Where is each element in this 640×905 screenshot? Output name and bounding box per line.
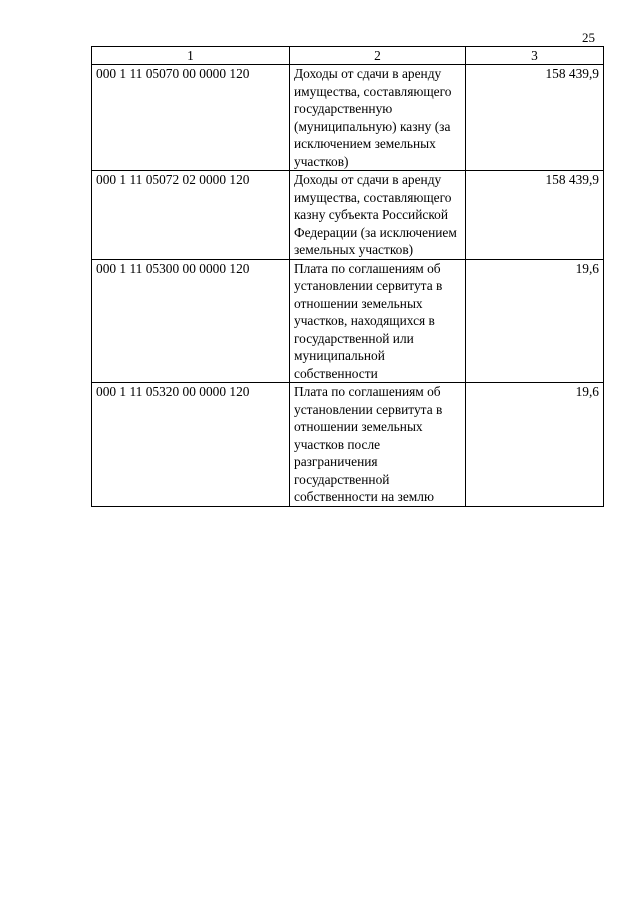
revenue-name: Плата по соглашениям об установлении сервитута в отношении земельных участков после разграничения государственной собственности на землю	[290, 383, 466, 507]
table-row	[92, 171, 604, 260]
classification-code: 000 1 11 05072 02 0000 120	[92, 171, 290, 260]
amount: 158 439,9	[466, 65, 604, 171]
revenue-name: Доходы от сдачи в аренду имущества, составляющего казну субъекта Российской Федерации (за исключением земельных участков)	[290, 171, 466, 260]
amount: 19,6	[466, 383, 604, 507]
revenue-name: Доходы от сдачи в аренду имущества, составляющего государственную (муниципальную) казну (за исключением земельных участков)	[290, 65, 466, 171]
table-row	[92, 259, 604, 383]
column-header-1: 1	[92, 47, 290, 65]
table-row	[92, 383, 604, 507]
page-number: 25	[582, 30, 595, 45]
classification-code: 000 1 11 05300 00 0000 120	[92, 259, 290, 383]
column-header-3: 3	[466, 47, 604, 65]
column-header-2: 2	[290, 47, 466, 65]
table-row	[92, 65, 604, 171]
revenue-name: Плата по соглашениям об установлении сервитута в отношении земельных участков, находящихся в государственной или муниципальной собственности	[290, 259, 466, 383]
classification-code: 000 1 11 05320 00 0000 120	[92, 383, 290, 507]
classification-code: 000 1 11 05070 00 0000 120	[92, 65, 290, 171]
header-row	[92, 47, 604, 65]
amount: 158 439,9	[466, 171, 604, 260]
amount: 19,6	[466, 259, 604, 383]
budget-table	[91, 46, 604, 507]
